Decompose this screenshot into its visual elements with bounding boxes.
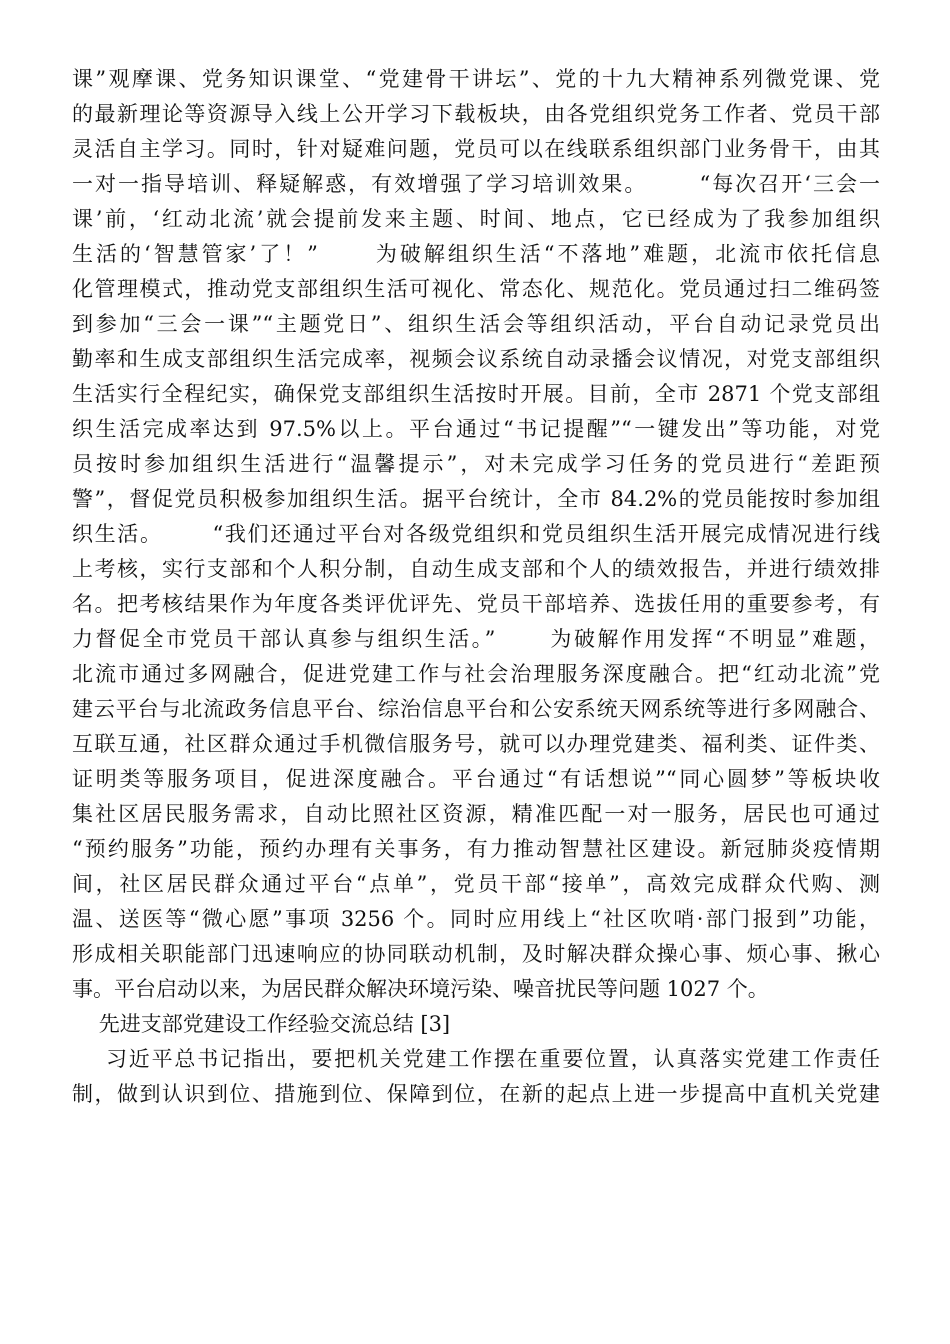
text-line: 织生活。 “我们还通过平台对各级党组织和党员组织生活开展完成情况进行线 (72, 522, 880, 546)
text-line: 化管理模式，推动党支部组织生活可视化、常态化、规范化。党员通过扫二维码签 (72, 277, 880, 301)
section-heading: 先进支部党建设工作经验交流总结 [3] (72, 1012, 451, 1036)
text-line: 课”观摩课、党务知识课堂、“党建骨干讲坛”、党的十九大精神系列微党课、党 (72, 67, 880, 91)
text-line: 上考核，实行支部和个人积分制，自动生成支部和个人的绩效报告，并进行绩效排 (72, 557, 880, 581)
text-line: 灵活自主学习。同时，针对疑难问题，党员可以在线联系组织部门业务骨干，由其 (72, 137, 880, 161)
text-line: 一对一指导培训、释疑解惑，有效增强了学习培训效果。 “每次召开‘三会一 (72, 172, 880, 196)
text-line: 员按时参加组织生活进行“温馨提示”，对未完成学习任务的党员进行“差距预 (72, 452, 880, 476)
text-line: 生活实行全程纪实，确保党支部组织生活按时开展。目前，全市 2871 个党支部组 (72, 382, 880, 406)
text-line: 课’前，‘红动北流’就会提前发来主题、时间、地点，它已经成为了我参加组织 (72, 207, 880, 231)
text-line: 事。平台启动以来，为居民群众解决环境污染、噪音扰民等问题 1027 个。 (72, 977, 769, 1001)
text-line: 织生活完成率达到 97.5%以上。平台通过“书记提醒”“一键发出”等功能，对党 (72, 417, 880, 441)
text-line: 证明类等服务项目，促进深度融合。平台通过“有话想说”“同心圆梦”等板块收 (72, 767, 880, 791)
text-line: 习近平总书记指出，要把机关党建工作摆在重要位置，认真落实党建工作责任 (72, 1047, 880, 1071)
text-line: 形成相关职能部门迅速响应的协同联动机制，及时解决群众操心事、烦心事、揪心 (72, 942, 880, 966)
document-body (72, 62, 880, 1112)
text-line: 温、送医等“微心愿”事项 3256 个。同时应用线上“社区吹哨·部门报到”功能， (72, 907, 880, 931)
text-line: 名。把考核结果作为年度各类评优评先、党员干部培养、选拔任用的重要参考，有 (72, 592, 880, 616)
text-line: 间，社区居民群众通过平台“点单”，党员干部“接单”，高效完成群众代购、测 (72, 872, 880, 896)
document-page (72, 62, 880, 1112)
text-line: 生活的‘智慧管家’了！” 为破解组织生活“不落地”难题，北流市依托信息 (72, 242, 880, 266)
text-line: 集社区居民服务需求，自动比照社区资源，精准匹配一对一服务，居民也可通过 (72, 802, 880, 826)
text-line: 北流市通过多网融合，促进党建工作与社会治理服务深度融合。把“红动北流”党 (72, 662, 880, 686)
text-line: 力督促全市党员干部认真参与组织生活。” 为破解作用发挥“不明显”难题， (72, 627, 880, 651)
text-line: 制，做到认识到位、措施到位、保障到位，在新的起点上进一步提高中直机关党建 (72, 1082, 880, 1106)
text-line: 到参加“三会一课”“主题党日”、组织生活会等组织活动，平台自动记录党员出 (72, 312, 880, 336)
text-line: “预约服务”功能，预约办理有关事务，有力推动智慧社区建设。新冠肺炎疫情期 (72, 837, 880, 861)
text-line: 的最新理论等资源导入线上公开学习下载板块，由各党组织党务工作者、党员干部 (72, 102, 880, 126)
text-line: 勤率和生成支部组织生活完成率，视频会议系统自动录播会议情况，对党支部组织 (72, 347, 880, 371)
text-line: 互联互通，社区群众通过手机微信服务号，就可以办理党建类、福利类、证件类、 (72, 732, 880, 756)
text-line: 警”，督促党员积极参加组织生活。据平台统计，全市 84.2%的党员能按时参加组 (72, 487, 880, 511)
text-line: 建云平台与北流政务信息平台、综治信息平台和公安系统天网系统等进行多网融合、 (72, 697, 880, 721)
